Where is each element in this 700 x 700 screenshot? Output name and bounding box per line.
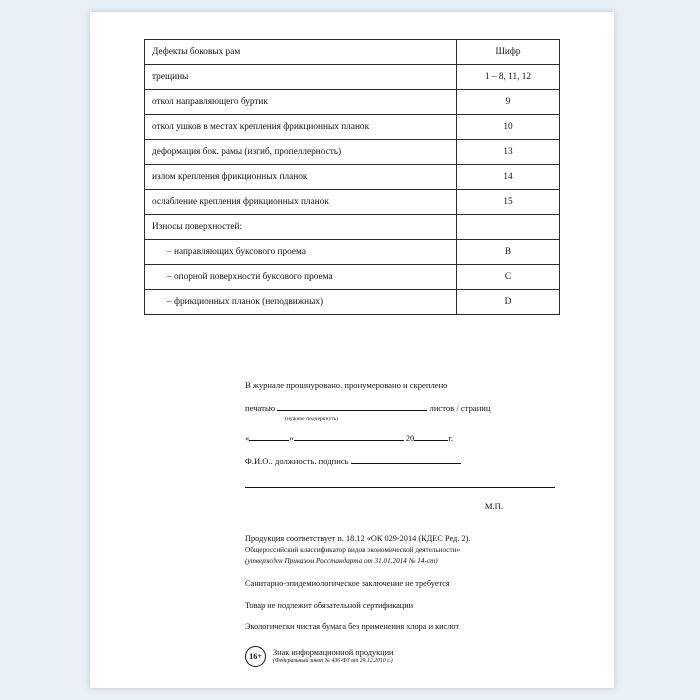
quote-open: «	[245, 432, 250, 443]
year-prefix: 20	[405, 432, 415, 443]
table-row	[145, 65, 560, 90]
certification-line-2-suffix: листов / страниц	[429, 403, 491, 414]
compliance-paragraph-italic: (утвержден Приказом Росстандарта от 31.01.2014 № 14-ст)	[245, 557, 438, 566]
cell-defect-name: – фрикционных планок (неподвижных)	[145, 290, 457, 315]
certification-line-1: В журнале прошнуровано. пронумеровано и скреплено	[245, 380, 448, 390]
certification-line-2-prefix: печатью	[245, 403, 276, 414]
age-rating-law: (Федеральный закон № 436-ФЗ от 29.12.2010 г.)	[273, 658, 393, 665]
header-cell-name: Дефекты боковых рам	[145, 40, 457, 65]
cell-section-code	[457, 215, 560, 240]
cell-section-title: Износы поверхностей:	[145, 215, 457, 240]
table-header-row	[145, 40, 560, 65]
cell-defect-code: 15	[457, 190, 560, 215]
month-blank[interactable]	[294, 432, 404, 441]
defects-table	[144, 39, 560, 315]
cell-defect-name: трещины	[145, 65, 457, 90]
certification-note: Товар не подлежит обязательной сертификации	[245, 600, 414, 610]
table-row	[145, 190, 560, 215]
sanitary-note: Санитарно-эпидемиологическое заключение не требуется	[245, 579, 450, 589]
cell-defect-code: 1 – 8, 11, 12	[457, 65, 560, 90]
quote-close: »	[289, 432, 294, 443]
table-row	[145, 165, 560, 190]
year-blank[interactable]	[414, 432, 448, 441]
table-row	[145, 115, 560, 140]
signature-blank-second-line[interactable]	[245, 478, 555, 488]
cell-defect-code: D	[457, 290, 560, 315]
table-row	[145, 240, 560, 265]
certification-line-4	[245, 455, 555, 467]
cell-defect-code: 13	[457, 140, 560, 165]
table-row	[145, 140, 560, 165]
cell-defect-code: 10	[457, 115, 560, 140]
cell-defect-name: откол направляющего буртик	[145, 90, 457, 115]
cell-defect-name: откол ушков в местах крепления фрикционных планок	[145, 115, 457, 140]
stamp-place-label: М.П.	[484, 501, 503, 512]
day-blank[interactable]	[249, 432, 289, 441]
table-section-row	[145, 215, 560, 240]
age-rating-row	[245, 646, 555, 667]
table-row	[145, 290, 560, 315]
cell-defect-name: – направляющих буксового проема	[145, 240, 457, 265]
table-row	[145, 265, 560, 290]
document-page	[90, 12, 614, 688]
age-rating-icon: 16+	[245, 646, 266, 667]
signature-blank[interactable]	[351, 455, 461, 464]
cell-defect-code: В	[457, 240, 560, 265]
certification-block	[245, 380, 555, 667]
cell-defect-code: С	[457, 265, 560, 290]
cell-defect-name: ослабление крепления фрикционных планок	[145, 190, 457, 215]
cell-defect-code: 9	[457, 90, 560, 115]
compliance-paragraph-small: Общероссийский классификатор видов экономической деятельности»	[245, 546, 461, 555]
cell-defect-name: – опорной поверхности буксового проема	[145, 265, 457, 290]
sheets-count-blank[interactable]	[277, 402, 427, 411]
certification-line-2-note: (нужное подчеркнуть)	[285, 416, 339, 423]
cell-defect-name: деформация бок. рамы (изгиб, пропеллерность)	[145, 140, 457, 165]
certification-line-3	[245, 432, 555, 444]
year-suffix: г.	[448, 432, 454, 443]
age-rating-title: Знак информационной продукции	[273, 648, 394, 658]
cell-defect-code: 14	[457, 165, 560, 190]
eco-paper-note: Экологически чистая бумага без применения хлора и кислот	[245, 621, 460, 631]
defects-table-body	[145, 40, 560, 315]
compliance-paragraph: Продукция соответствует п. 18.12 «ОК 029-2014 (КДЕС Ред. 2).	[245, 534, 471, 544]
certification-line-2	[245, 402, 555, 414]
age-rating-texts	[273, 648, 393, 665]
header-cell-code: Шифр	[457, 40, 560, 65]
table-row	[145, 90, 560, 115]
cell-defect-name: излом крепления фрикционных планок	[145, 165, 457, 190]
certification-line-4-label: Ф.И.О.. должность. подпись	[245, 456, 349, 467]
